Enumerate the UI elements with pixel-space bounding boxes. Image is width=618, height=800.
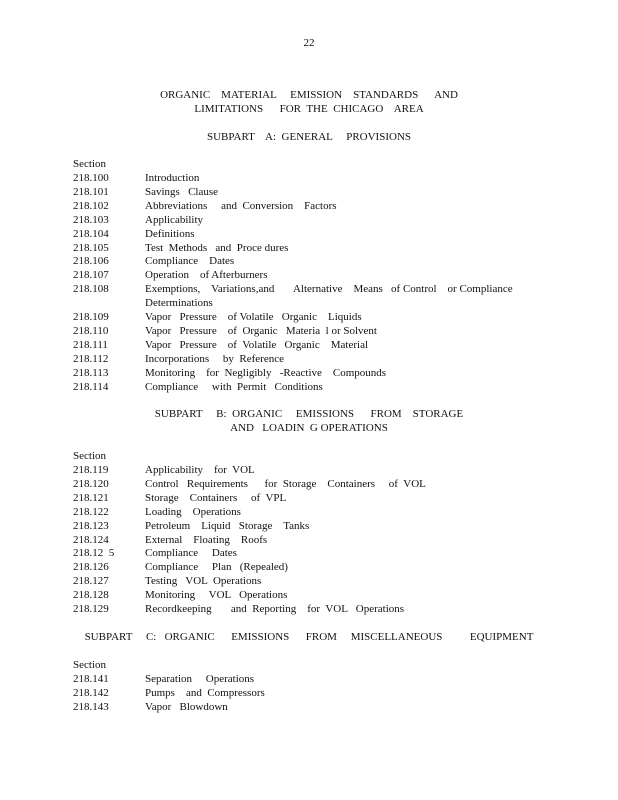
toc-entry [0, 574, 618, 588]
toc-entry [0, 352, 618, 366]
section-title: Incorporations by Reference [145, 352, 284, 365]
section-number: 218.101 [73, 185, 109, 198]
section-number: 218.123 [73, 519, 109, 532]
section-number: 218.124 [73, 533, 109, 546]
toc-entry [0, 546, 618, 560]
section-title: Pumps and Compressors [145, 686, 265, 699]
section-title: Exemptions, Variations,and Alternative Means of Control or Compliance [145, 283, 513, 296]
section-number: 218.114 [73, 380, 109, 393]
section-title: Recordkeeping and Reporting for VOL Operations [145, 603, 405, 615]
section-title: Monitoring VOL Operations [145, 589, 288, 602]
toc-entry [0, 686, 618, 700]
section-title: Vapor Pressure of Organic Materia l or Solvent [145, 324, 377, 337]
page-number: 22 [303, 37, 315, 49]
subpart-b-title-line2: AND LOADIN G OPERATIONS [230, 422, 388, 434]
section-number: 218.103 [73, 213, 109, 226]
subpart-b-title-line1: SUBPART B: ORGANIC EMISSIONS FROM STORAGE [154, 408, 464, 420]
toc-entry [0, 338, 618, 352]
section-title: Testing VOL Operations [145, 575, 262, 588]
section-number: 218.120 [73, 477, 109, 490]
section-title: Compliance Dates [145, 255, 235, 268]
section-number: 218.143 [73, 700, 109, 713]
section-number: 218.122 [73, 505, 109, 518]
section-title: Applicability [145, 213, 204, 226]
main-heading-line2: LIMITATIONS FOR THE CHICAGO AREA [194, 103, 424, 115]
section-number: 218.102 [73, 199, 109, 212]
toc-entry [0, 700, 618, 714]
section-number: 218.121 [73, 491, 109, 504]
section-title: Compliance with Permit Conditions [145, 380, 323, 393]
section-number: 218.109 [73, 311, 109, 323]
section-number: 218.142 [73, 686, 109, 699]
toc-entry [0, 505, 618, 519]
section-number: 218.141 [73, 673, 109, 685]
section-title: Introduction [145, 172, 200, 184]
toc-entry [0, 672, 618, 686]
section-number: 218.12 5 [73, 547, 115, 560]
section-title: Definitions [145, 227, 195, 240]
section-title: Compliance Plan (Repealed) [145, 561, 288, 574]
toc-entry [0, 588, 618, 602]
section-number: 218.119 [73, 464, 109, 476]
section-title: Petroleum Liquid Storage Tanks [145, 519, 310, 532]
toc-entry [0, 310, 618, 324]
section-number: 218.104 [73, 227, 109, 240]
section-number: 218.107 [73, 269, 109, 282]
toc-entry [0, 380, 618, 394]
toc-entry [0, 491, 618, 505]
toc-entry [0, 199, 618, 213]
section-title: Savings Clause [145, 185, 219, 198]
section-title: Vapor Pressure of Volatile Organic Material [145, 338, 369, 351]
section-title: Operation of Afterburners [145, 269, 268, 282]
section-number: 218.111 [73, 338, 108, 351]
subpart-c-section-label: Section [73, 659, 106, 671]
toc-entry [0, 560, 618, 574]
section-number: 218.127 [73, 575, 109, 588]
section-title: Loading Operations [145, 505, 241, 518]
section-title: External Floating Roofs [145, 533, 268, 546]
subpart-a-section-label: Section [73, 158, 106, 170]
section-number: 218.106 [73, 255, 109, 268]
section-number: 218.126 [73, 561, 109, 574]
section-number: 218.128 [73, 589, 109, 602]
subpart-b-section-label: Section [73, 450, 106, 462]
toc-entry [0, 519, 618, 533]
section-title: Separation Operations [145, 673, 255, 685]
toc-entry [0, 366, 618, 380]
section-title: Monitoring for Negligibly -Reactive Compounds [145, 366, 387, 379]
section-title-continuation: Determinations [145, 297, 213, 310]
subpart-c-title: SUBPART C: ORGANIC EMISSIONS FROM MISCELLANEOUS EQUIPMENT [84, 631, 534, 643]
toc-entry [0, 213, 618, 227]
toc-entry-continuation [0, 296, 618, 310]
toc-entry [0, 602, 618, 616]
toc-entry [0, 185, 618, 199]
section-number: 218.129 [73, 603, 109, 615]
section-number: 218.108 [73, 283, 109, 296]
subpart-a-title: SUBPART A: GENERAL PROVISIONS [207, 131, 411, 143]
toc-entry [0, 533, 618, 547]
section-title: Compliance Dates [145, 547, 237, 560]
toc-entry [0, 241, 618, 255]
section-title: Storage Containers of VPL [145, 491, 287, 504]
section-title: Applicability for VOL [145, 464, 255, 476]
toc-entry [0, 268, 618, 282]
toc-entry [0, 477, 618, 491]
section-number: 218.105 [73, 241, 109, 254]
toc-entry [0, 463, 618, 477]
main-heading-line1: ORGANIC MATERIAL EMISSION STANDARDS AND [160, 89, 458, 101]
section-number: 218.112 [73, 352, 109, 365]
section-title: Test Methods and Proce dures [145, 241, 289, 254]
section-title: Vapor Pressure of Volatile Organic Liquids [145, 311, 362, 323]
section-title: Control Requirements for Storage Containers of VOL [145, 477, 426, 490]
section-title: Abbreviations and Conversion Factors [145, 199, 337, 212]
toc-entry [0, 171, 618, 185]
section-number: 218.113 [73, 366, 109, 379]
section-title: Vapor Blowdown [145, 700, 228, 713]
toc-entry [0, 254, 618, 268]
section-number: 218.110 [73, 324, 109, 337]
toc-entry [0, 227, 618, 241]
section-number: 218.100 [73, 172, 109, 184]
toc-entry [0, 324, 618, 338]
toc-entry [0, 282, 618, 296]
